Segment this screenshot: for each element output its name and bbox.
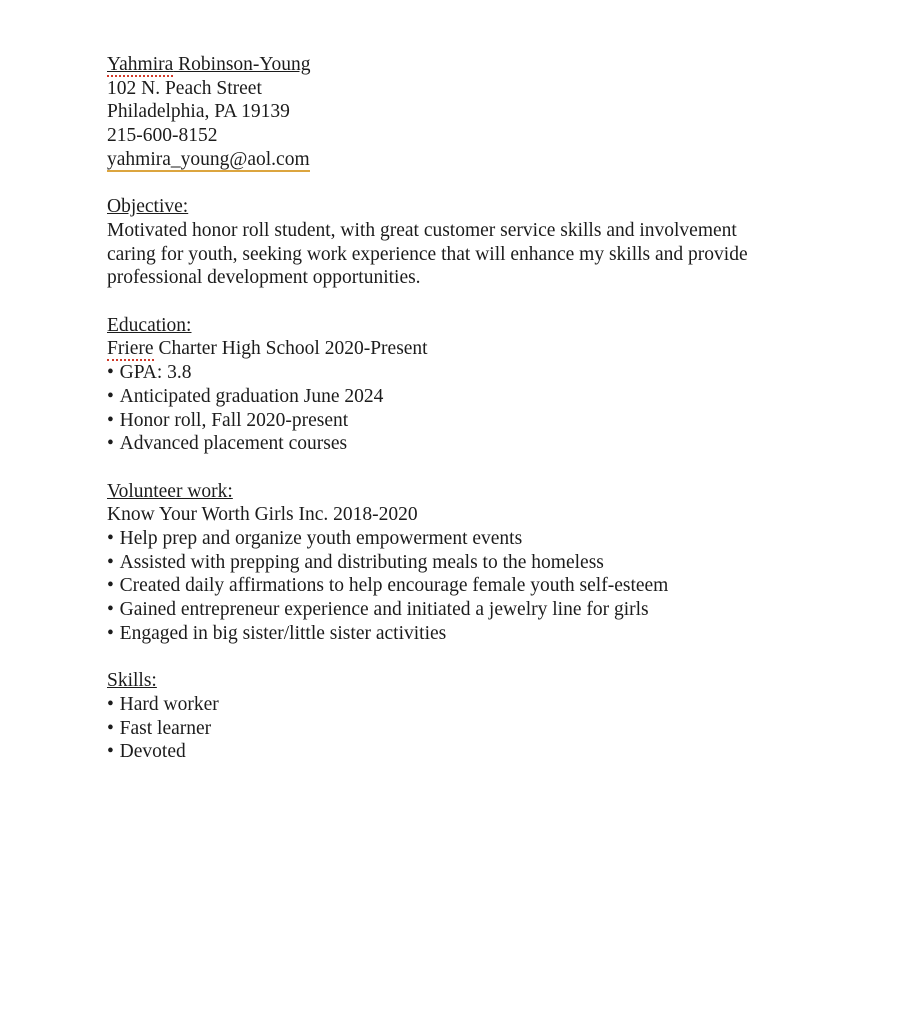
phone-number: 215-600-8152	[107, 125, 218, 147]
bullet-text: Gained entrepreneur experience and initiated a jewelry line for girls	[119, 599, 649, 621]
bullet-icon: •	[107, 741, 114, 763]
education-bullet	[107, 432, 813, 456]
objective-text-line: professional development opportunities.	[107, 267, 421, 289]
bullet-icon: •	[107, 575, 114, 597]
section-volunteer-work	[107, 480, 813, 646]
bullet-icon: •	[107, 409, 114, 431]
email-line	[107, 148, 813, 172]
person-first-name: Yahmira	[107, 54, 174, 75]
bullet-icon: •	[107, 528, 114, 550]
bullet-icon: •	[107, 622, 114, 644]
contact-block	[107, 53, 813, 172]
objective-heading: Objective:	[107, 196, 189, 218]
bullet-text: Hard worker	[119, 693, 219, 715]
bullet-icon: •	[107, 362, 114, 384]
bullet-icon: •	[107, 599, 114, 621]
section-education	[107, 314, 813, 456]
volunteer-bullet	[107, 551, 813, 575]
bullet-text: Fast learner	[119, 717, 212, 739]
skills-bullet	[107, 717, 813, 741]
education-bullet	[107, 385, 813, 409]
person-name	[107, 53, 813, 77]
volunteer-bullet	[107, 574, 813, 598]
bullet-text: Advanced placement courses	[119, 433, 348, 455]
bullet-text: Help prep and organize youth empowerment events	[119, 528, 523, 550]
education-heading: Education:	[107, 314, 192, 336]
section-skills	[107, 669, 813, 764]
volunteer-organization: Know Your Worth Girls Inc. 2018-2020	[107, 504, 418, 526]
section-objective	[107, 195, 813, 290]
volunteer-bullet	[107, 622, 813, 646]
bullet-text: Devoted	[119, 741, 186, 763]
skills-bullet	[107, 693, 813, 717]
school-name-rest: Charter High School 2020-Present	[153, 338, 428, 360]
volunteer-bullet	[107, 598, 813, 622]
email-link[interactable]: yahmira_young@aol.com	[107, 148, 310, 170]
bullet-icon: •	[107, 385, 114, 407]
objective-text-line: caring for youth, seeking work experience that will enhance my skills and provide	[107, 243, 748, 265]
bullet-icon: •	[107, 717, 114, 739]
objective-text-line: Motivated honor roll student, with great customer service skills and involvement	[107, 219, 737, 241]
bullet-text: Honor roll, Fall 2020-present	[119, 409, 349, 431]
bullet-text: Created daily affirmations to help encourage female youth self-esteem	[119, 575, 669, 597]
bullet-icon: •	[107, 551, 114, 573]
education-school	[107, 337, 813, 361]
bullet-text: Engaged in big sister/little sister activities	[119, 622, 447, 644]
skills-heading: Skills:	[107, 670, 157, 692]
bullet-text: GPA: 3.8	[119, 362, 192, 384]
education-bullet	[107, 409, 813, 433]
skills-bullet	[107, 740, 813, 764]
bullet-text: Assisted with prepping and distributing meals to the homeless	[119, 551, 604, 573]
school-name-misspelled: Friere	[107, 338, 154, 360]
education-bullet	[107, 361, 813, 385]
bullet-icon: •	[107, 693, 114, 715]
bullet-text: Anticipated graduation June 2024	[119, 385, 384, 407]
address-street: 102 N. Peach Street	[107, 77, 262, 99]
address-city: Philadelphia, PA 19139	[107, 101, 290, 123]
volunteer-bullet	[107, 527, 813, 551]
volunteer-heading: Volunteer work:	[107, 480, 233, 502]
bullet-icon: •	[107, 433, 114, 455]
person-last-name: Robinson-Young	[173, 54, 311, 75]
